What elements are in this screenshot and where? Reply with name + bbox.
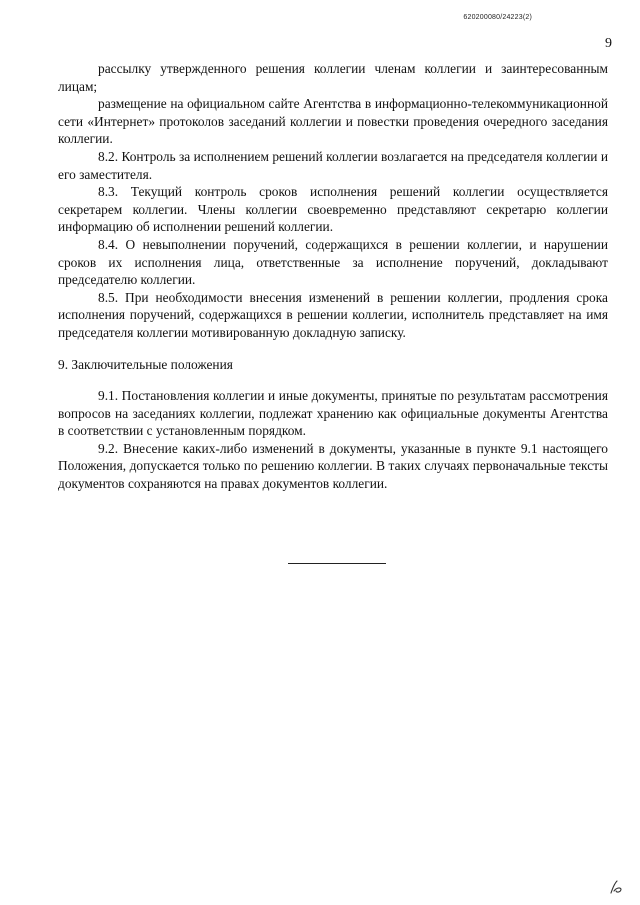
paragraph-8-3: 8.3. Текущий контроль сроков исполнения решений коллегии осуществляется секретарем коллегии. Члены коллегии своевременно представляют секретарю коллегии информацию об исполнении решений коллегии. <box>58 184 608 235</box>
paragraph-8-5: 8.5. При необходимости внесения изменений в решении коллегии, продления срока исполнения поручений, содержащихся в решении коллегии, исполнитель представляет на имя председателя коллегии мотивированную докладную записку. <box>58 289 608 340</box>
end-divider <box>288 563 386 564</box>
document-id: 620200080/24223(2) <box>463 14 532 21</box>
paragraph-publishing: размещение на официальном сайте Агентства в информационно-телекоммуникационной сети «Интернет» протоколов заседаний коллегии и повестки проведения очередного заседания коллегии. <box>58 96 608 147</box>
page-number: 9 <box>605 36 612 51</box>
paragraph-mailing: рассылку утвержденного решения коллегии членам коллегии и заинтересованным лицам; <box>58 61 608 94</box>
paragraph-8-4: 8.4. О невыполнении поручений, содержащихся в решении коллегии, и нарушении сроков их исполнения лица, ответственные за исполнение поручений, докладывают председателю коллегии. <box>58 236 608 288</box>
handwritten-initials-mark <box>608 879 624 895</box>
paragraph-9-1: 9.1. Постановления коллегии и иные документы, принятые по результатам рассмотрения вопросов на заседаниях коллегии, подлежат хранению как официальные документы Агентства в соответствии с установленным порядком. <box>58 388 608 439</box>
paragraph-9-2: 9.2. Внесение каких-либо изменений в документы, указанные в пункте 9.1 настоящего Положения, допускается только по решению коллегии. В таких случаях первоначальные тексты документов сохраняются на правах документов коллегии. <box>58 440 608 492</box>
section-title: 9. Заключительные положения <box>58 356 233 372</box>
paragraph-8-2: 8.2. Контроль за исполнением решений коллегии возлагается на председателя коллегии и его заместителя. <box>58 148 608 182</box>
document-body <box>58 60 608 493</box>
